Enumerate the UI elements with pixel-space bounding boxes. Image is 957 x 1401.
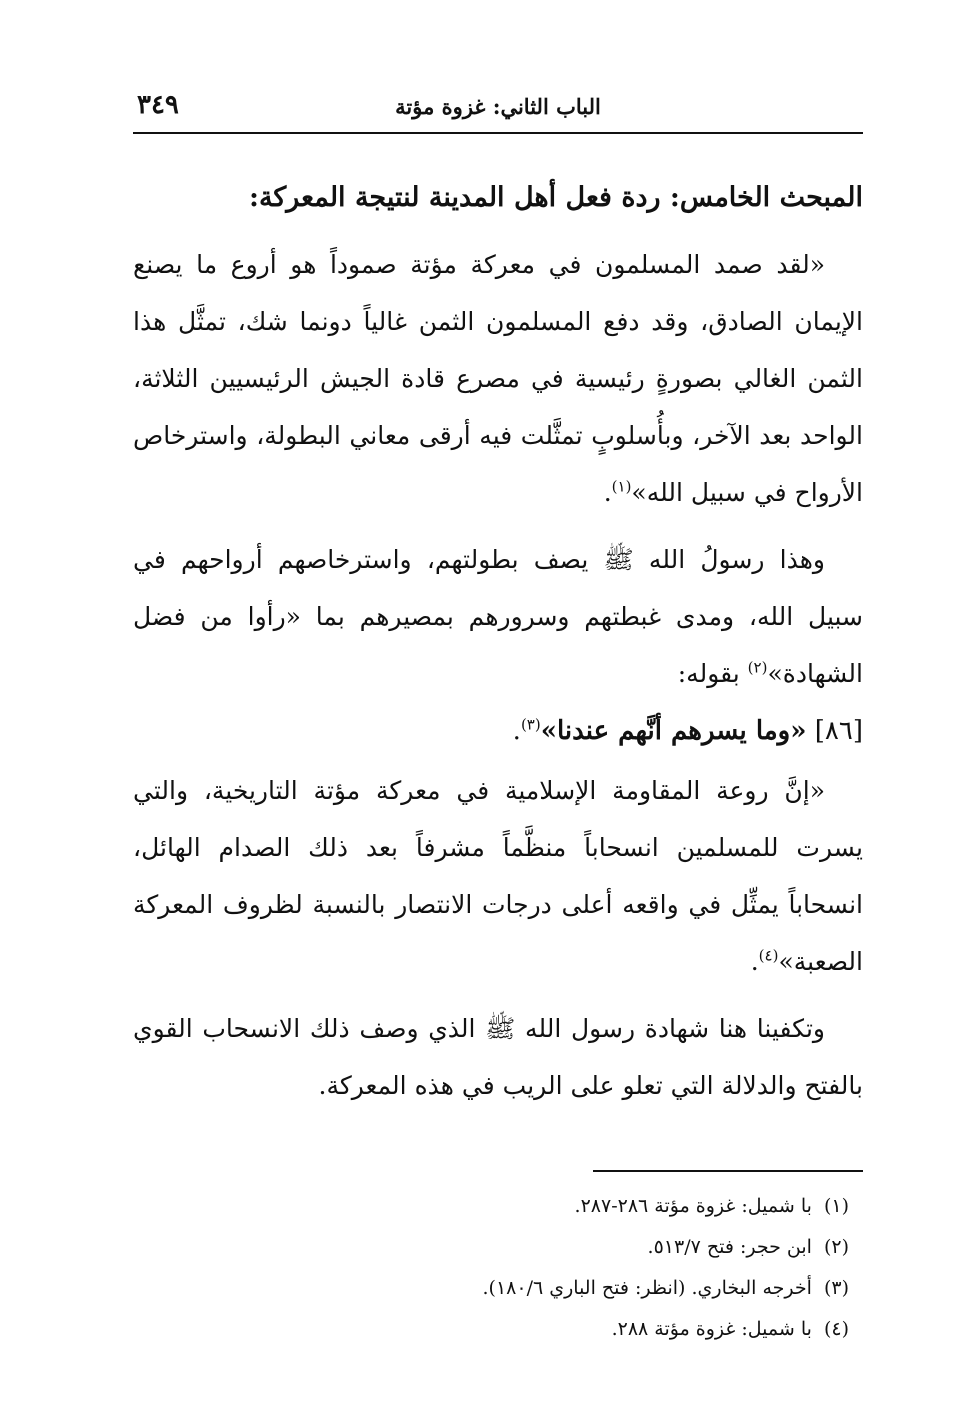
footnote-ref-2: (٢) (747, 658, 768, 677)
paragraph-4 (133, 1000, 863, 1114)
footnotes (133, 1186, 863, 1350)
paragraph-4-text: وتكفينا هنا شهادة رسول الله ﷺ الذي وصف ذلك الانسحاب القوي بالفتح والدلالة التي تعلو على الريب في هذه المعركة. (133, 1014, 863, 1100)
footnote-ref-3: (٣) (520, 715, 541, 734)
chapter-title: الباب الثاني: غزوة مؤتة (395, 94, 601, 119)
footnote-1 (133, 1186, 849, 1227)
running-header (133, 88, 863, 134)
footnote-number: (٢) (823, 1236, 849, 1258)
paragraph-1-text: «لقد صمد المسلمون في معركة مؤتة صموداً هو أروع ما يصنع الإيمان الصادق، وقد دفع المسلمون الثمن غالياً دونما شك، تمثَّل هذا الثمن الغالي بصورةٍ رئيسية في مصرع قادة الجيش الرئيسيين الثلاثة، الواحد بعد الآخر، وبأُسلوبٍ تمثَّلت فيه أرقى معاني البطولة، واسترخاص الأرواح في سبيل الله» (133, 250, 863, 507)
paragraph-1 (133, 236, 863, 521)
hadith-number: [٨٦] (814, 716, 863, 746)
hadith-text: «وما يسرهم أنَّهم عندنا» (540, 716, 807, 746)
paragraph-1-tail: . (603, 478, 612, 507)
paragraph-2-tail: بقوله: (677, 659, 748, 688)
footnote-number: (١) (823, 1195, 849, 1217)
footnote-text: أخرجه البخاري. (انظر: فتح الباري ١٨٠/٦). (482, 1277, 812, 1299)
footnote-number: (٣) (823, 1277, 849, 1299)
paragraph-2 (133, 531, 863, 702)
book-page (133, 88, 863, 1350)
body-text (133, 236, 863, 1114)
paragraph-3 (133, 762, 863, 990)
footnote-ref-1: (١) (611, 477, 632, 496)
footnote-number: (٤) (823, 1318, 849, 1340)
paragraph-3-text: «إنَّ روعة المقاومة الإسلامية في معركة مؤتة التاريخية، والتي يسرت للمسلمين انسحاباً منظَّماً مشرفاً بعد ذلك الصدام الهائل، انسحاباً يمثِّل في واقعه أعلى درجات الانتصار بالنسبة لظروف المعركة الصعبة» (133, 776, 863, 976)
footnote-divider (593, 1170, 863, 1172)
footnote-ref-4: (٤) (758, 946, 779, 965)
footnote-text: با شميل: غزوة مؤتة ٢٨٨. (611, 1318, 812, 1340)
page-number: ٣٤٩ (137, 90, 179, 120)
hadith-line (133, 704, 863, 758)
paragraph-2-text: وهذا رسولُ الله ﷺ يصف بطولتهم، واسترخاصهم أرواحهم في سبيل الله، ومدى غبطتهم وسرورهم بمصيرهم بما «رأوا من فضل الشهادة» (133, 545, 863, 688)
section-heading: المبحث الخامس: ردة فعل أهل المدينة لنتيجة المعركة: (248, 182, 863, 213)
footnote-text: با شميل: غزوة مؤتة ٢٨٦-٢٨٧. (574, 1195, 812, 1217)
paragraph-3-tail: . (750, 947, 759, 976)
footnote-text: ابن حجر: فتح ٥١٣/٧. (647, 1236, 812, 1258)
footnote-3 (133, 1268, 849, 1309)
footnote-2 (133, 1227, 849, 1268)
hadith-tail: . (512, 716, 521, 746)
footnote-4 (133, 1309, 849, 1350)
